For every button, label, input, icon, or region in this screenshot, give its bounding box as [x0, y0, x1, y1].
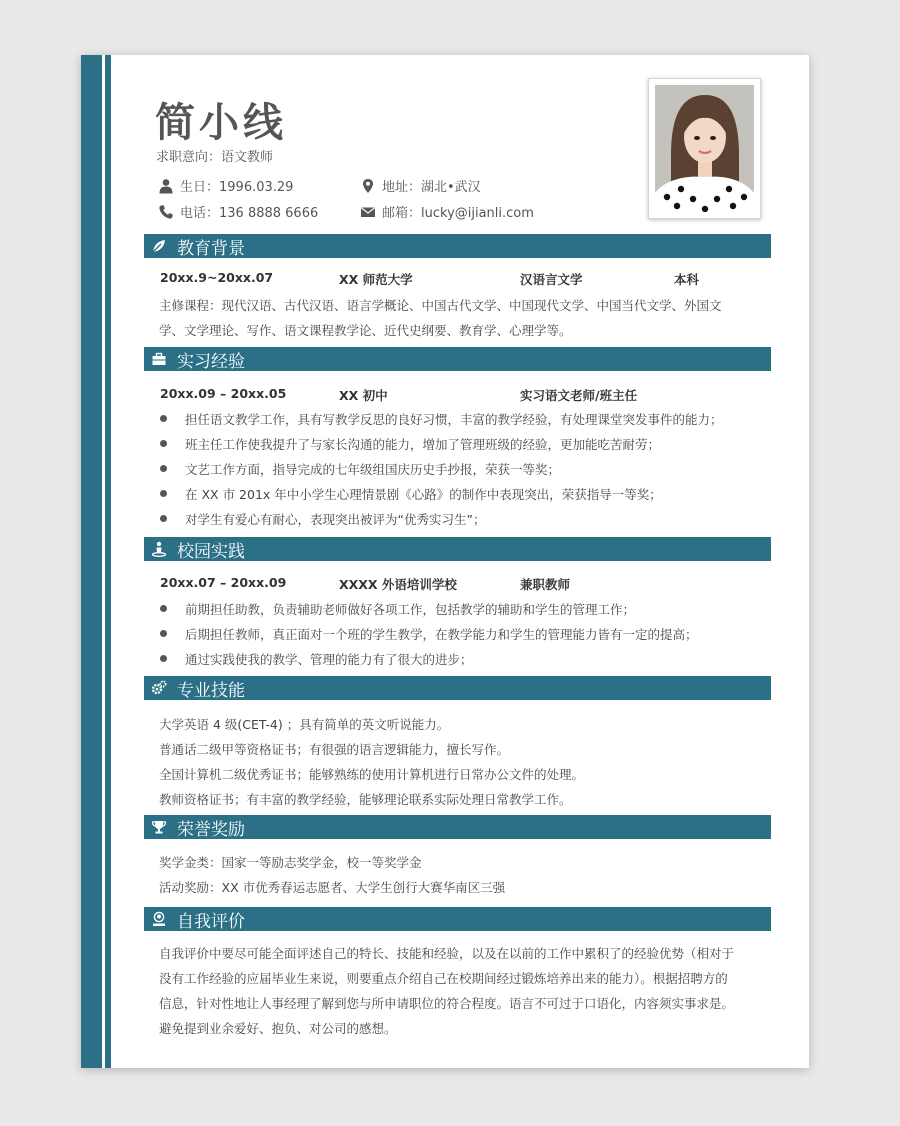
resume-page: 简小线 求职意向：语文教师 生日：1996.03.29 地址：湖北•武汉 电话：136 8888 6666 邮箱：lucky@ijianli.com 教育背景 20xx.9~20xx.07 XX 师范大学 汉语言文学 本科 主修课程：现代汉语、古代汉语、语言学概论、中国古代文学、中国现代文学、中国当代文学、外国文 学、文学理论、写作、语文课程教学论、近代史纲要、教育学、心理学等。 实习经验 20xx.09 – 20xx.05 XX 初中 实习语文老师/班主任 担任语文教学工作，具有写教学反思的良好习惯，丰富的教学经验，有处理课堂突发事件的能力； 班主任工作使我提升了与家长沟通的能力，增加了管理班级的经验，更加能吃苦耐劳； 文艺工作方面，指导完成的七年级组国庆历史手抄报，荣获一等奖； 在 XX 市 201x 年中小学生心理情景剧《心路》的制作中表现突出，荣获指导一等奖； 对学生有爱心有耐心，表现突出被评为“优秀实习生”； 校园实践 20xx.07 – 20xx.09 XXXX 外语培训学校 兼职教师 前期担任助教，负责辅助老师做好各项工作，包括教学的辅助和学生的管理工作； 后期担任教师，真正面对一个班的学生教学，在教学能力和学生的管理能力皆有一定的提高； 通过实践使我的教学、管理的能力有了很大的进步； 专业技能 大学英语 4 级(CET-4) ；具有简单的英文听说能力。 普通话二级甲等资格证书；有很强的语言逻辑能力，擅长写作。 全国计算机二级优秀证书；能够熟练的使用计算机进行日常办公文件的处理。 教师资格证书；有丰富的教学经验，能够理论联系实际处理日常教学工作。 荣誉奖励 奖学金类：国家一等励志奖学金，校一等奖学金 活动奖励：XX 市优秀春运志愿者、大学生创行大赛华南区三强 自我评价 自我评价中要尽可能全面评述自己的特长、技能和经验，以及在以前的工作中累积了的经验优势（相对于 没有工作经验的应届毕业生来说，则要重点介绍自己在校期间经过锻炼培养出来的能力）。根据招聘方的 信息，针对性地让人事经理了解到您与所申请职位的符合程度。语言不可过于口语化，内容须实事求是。 避免提到业余爱好、抱负、对公司的感想。 [81, 55, 809, 1068]
email-info [360, 202, 534, 221]
self-evaluation-line: 避免提到业余爱好、抱负、对公司的感想。 [159, 1021, 397, 1036]
briefcase-icon [151, 351, 167, 367]
job-objective: 求职意向：语文教师 [156, 150, 274, 165]
section-title: 校园实践 [177, 541, 245, 562]
phone-icon [158, 204, 174, 220]
leaf-icon [151, 238, 167, 254]
education-period: 20xx.9~20xx.07 [160, 270, 274, 285]
education-major: 汉语言文学 [520, 272, 583, 287]
internship-org: XX 初中 [339, 388, 388, 403]
award-item: 活动奖励：XX 市优秀春运志愿者、大学生创行大赛华南区三强 [159, 880, 506, 895]
phone-info [158, 202, 318, 221]
section-title: 教育背景 [177, 238, 245, 259]
internship-role: 实习语文老师/班主任 [520, 388, 638, 403]
section-title: 实习经验 [177, 351, 245, 372]
section-self-evaluation [144, 907, 771, 931]
birthday-text: 生日：1996.03.29 [180, 180, 294, 195]
self-evaluation-line: 自我评价中要尽可能全面评述自己的特长、技能和经验，以及在以前的工作中累积了的经验优势（相对于 [159, 946, 735, 961]
portrait-image [655, 85, 754, 212]
section-title: 专业技能 [177, 680, 245, 701]
self-evaluation-line: 信息，针对性地让人事经理了解到您与所申请职位的符合程度。语言不可过于口语化，内容须实事求是。 [159, 996, 735, 1011]
address-info [360, 176, 481, 195]
left-accent-stripe [81, 55, 102, 1068]
campus-org: XXXX 外语培训学校 [339, 577, 457, 592]
skill-item: 全国计算机二级优秀证书；能够熟练的使用计算机进行日常办公文件的处理。 [159, 767, 585, 782]
skill-item: 大学英语 4 级(CET-4) ；具有简单的英文听说能力。 [159, 717, 450, 732]
person-icon [158, 178, 174, 194]
profile-photo [648, 78, 761, 219]
education-degree: 本科 [674, 272, 700, 287]
email-text: 邮箱：lucky@ijianli.com [382, 206, 534, 221]
section-awards [144, 815, 771, 839]
gears-icon [151, 680, 167, 696]
campus-period: 20xx.07 – 20xx.09 [160, 575, 287, 590]
phone-text: 电话：136 8888 6666 [180, 206, 319, 221]
education-school: XX 师范大学 [339, 272, 413, 287]
envelope-icon [360, 204, 376, 220]
self-evaluation-line: 没有工作经验的应届毕业生来说，则要重点介绍自己在校期间经过锻炼培养出来的能力）。根据招聘方的 [159, 971, 728, 986]
section-education [144, 234, 771, 258]
courses-line: 学、文学理论、写作、语文课程教学论、近代史纲要、教育学、心理学等。 [159, 323, 572, 338]
candidate-name: 简小线 [155, 100, 287, 146]
user-badge-icon [151, 911, 167, 927]
birthday-info [158, 176, 293, 195]
campus-role: 兼职教师 [520, 577, 571, 592]
section-internship [144, 347, 771, 371]
section-title: 自我评价 [177, 911, 245, 932]
skill-item: 普通话二级甲等资格证书；有很强的语言逻辑能力，擅长写作。 [159, 742, 510, 757]
section-campus [144, 537, 771, 561]
skill-item: 教师资格证书；有丰富的教学经验，能够理论联系实际处理日常教学工作。 [159, 792, 572, 807]
section-title: 荣誉奖励 [177, 819, 245, 840]
left-accent-thin-stripe [105, 55, 111, 1068]
internship-period: 20xx.09 – 20xx.05 [160, 386, 287, 401]
address-text: 地址：湖北•武汉 [382, 180, 481, 195]
courses-line: 主修课程：现代汉语、古代汉语、语言学概论、中国古代文学、中国现代文学、中国当代文学、外国文 [159, 298, 722, 313]
trophy-icon [151, 819, 167, 835]
location-pin-icon [360, 178, 376, 194]
section-skills [144, 676, 771, 700]
person-pin-icon [151, 541, 167, 557]
award-item: 奖学金类：国家一等励志奖学金，校一等奖学金 [159, 855, 422, 870]
